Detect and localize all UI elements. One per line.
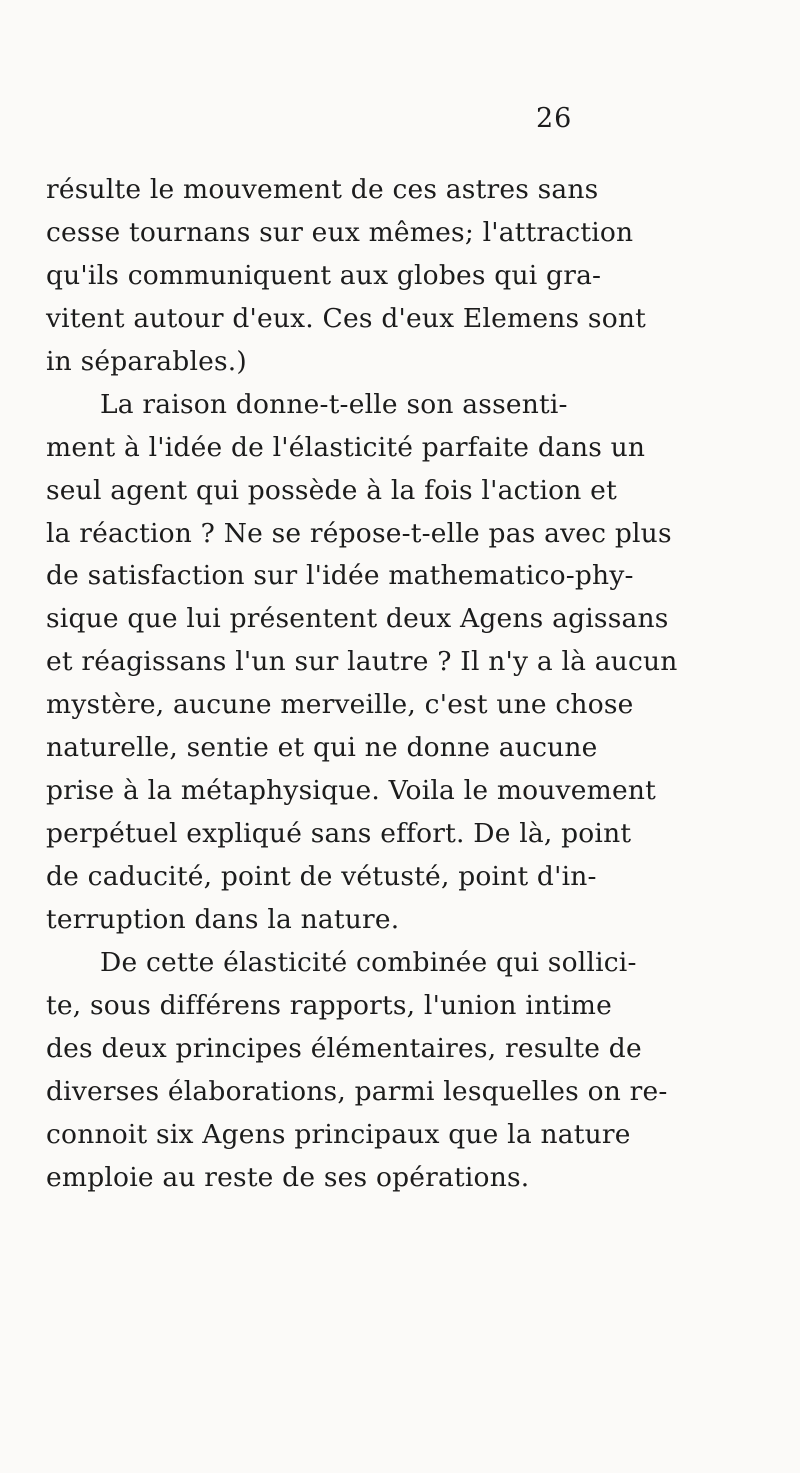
text-line: cesse tournans sur eux mêmes; l'attraction <box>46 216 634 248</box>
text-line: sique que lui présentent deux Agens agissans <box>46 603 669 635</box>
paragraph-start-line: De cette élasticité combinée qui sollici- <box>100 946 637 978</box>
text-line: te, sous différens rapports, l'union intime <box>46 989 613 1021</box>
text-line: ment à l'idée de l'élasticité parfaite dans un <box>46 431 646 463</box>
text-line: résulte le mouvement de ces astres sans <box>46 174 599 205</box>
text-line: et réagissans l'un sur lautre ? Il n'y a là aucun <box>46 646 678 678</box>
text-line: la réaction ? Ne se répose-t-elle pas avec plus <box>46 517 672 549</box>
text-line: de satisfaction sur l'idée mathematico-phy- <box>46 560 634 592</box>
text-line: naturelle, sentie et qui ne donne aucune <box>46 732 598 764</box>
text-line: de caducité, point de vétusté, point d'in- <box>46 861 597 892</box>
text-line: connoit six Agens principaux que la nature <box>46 1118 631 1150</box>
text-line: terruption dans la nature. <box>46 903 400 935</box>
text-line: mystère, aucune merveille, c'est une chose <box>46 689 634 721</box>
text-line: perpétuel expliqué sans effort. De là, point <box>46 818 632 850</box>
text-line: prise à la métaphysique. Voila le mouvement <box>46 775 656 807</box>
text-line: qu'ils communiquent aux globes qui gra- <box>46 259 602 291</box>
text-line: seul agent qui possède à la fois l'action et <box>46 474 617 506</box>
text-line: in séparables.) <box>46 345 247 377</box>
text-line: vitent autour d'eux. Ces d'eux Elemens sont <box>46 302 646 334</box>
text-line: des deux principes élémentaires, resulte de <box>46 1032 642 1064</box>
page-number: 26 <box>536 103 573 134</box>
text-line: diverses élaborations, parmi lesquelles on re- <box>46 1075 668 1107</box>
body-text <box>46 169 781 1200</box>
text-line: emploie au reste de ses opérations. <box>46 1161 530 1193</box>
paragraph-start-line: La raison donne-t-elle son assenti- <box>100 388 568 420</box>
